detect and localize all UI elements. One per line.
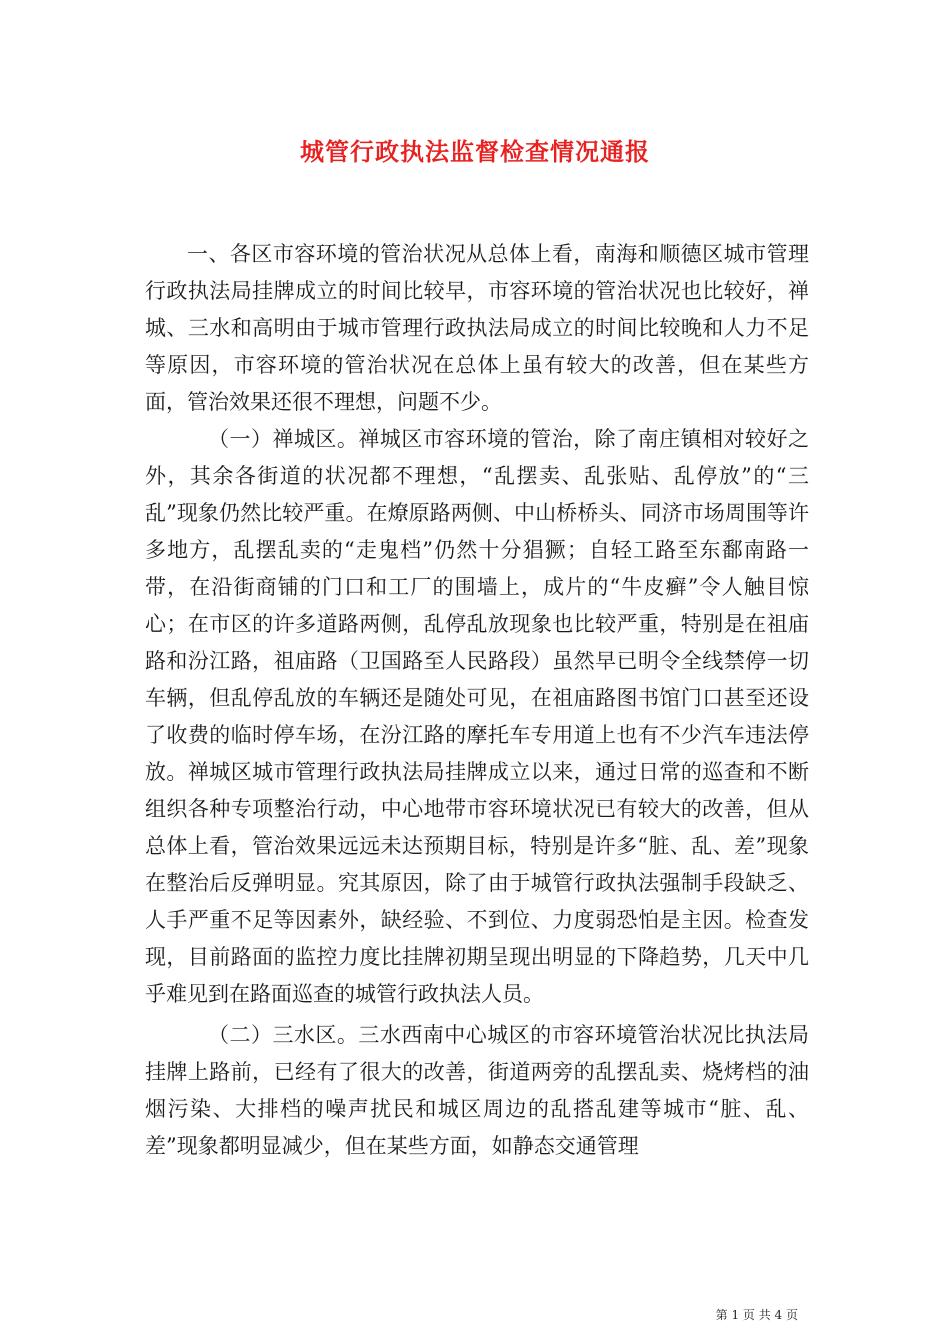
paragraph-sanshui: （二）三水区。三水西南中心城区的市容环境管治状况比执法局挂牌上路前，已经有了很大的改善，街道两旁的乱摆乱卖、烧烤档的油烟污染、大排档的噪声扰民和城区周边的乱搭乱建等城市“脏、乱、差”现象都明显减少，但在某些方面，如静态交通管理 xyxy=(145,1023,809,1158)
paragraph-overview: 一、各区市容环境的管治状况从总体上看，南海和顺德区城市管理行政执法局挂牌成立的时间比较早，市容环境的管治状况也比较好，禅城、三水和高明由于城市管理行政执法局成立的时间比较晚和人力不足等原因，市容环境的管治状况在总体上虽有较大的改善，但在某些方面，管治效果还很不理想，问题不少。 xyxy=(145,242,809,414)
paragraph-chancheng: （一）禅城区。禅城区市容环境的管治，除了南庄镇相对较好之外，其余各街道的状况都不理想，“乱摆卖、乱张贴、乱停放”的“三乱”现象仍然比较严重。在燎原路两侧、中山桥桥头、同济市场周围等许多地方，乱摆乱卖的“走鬼档”仍然十分猖獗；自轻工路至东鄱南路一带，在沿街商铺的门口和工厂的围墙上，成片的“牛皮癣”令人触目惊心；在市区的许多道路两侧，乱停乱放现象也比较严重，特别是在祖庙路和汾江路，祖庙路（卫国路至人民路段）虽然早已明令全线禁停一切车辆，但乱停乱放的车辆还是随处可见，在祖庙路图书馆门口甚至还设了收费的临时停车场，在汾江路的摩托车专用道上也有不少汽车违法停放。禅城区城市管理行政执法局挂牌成立以来，通过日常的巡查和不断组织各种专项整治行动，中心地带市容环境状况已有较大的改善，但从总体上看，管治效果远远未达预期目标，特别是许多“脏、乱、差”现象在整治后反弹明显。究其原因，除了由于城管行政执法强制手段缺乏、人手严重不足等因素外，缺经验、不到位、力度弱恐怕是主因。检查发现，目前路面的监控力度比挂牌初期呈现出明显的下降趋势，几天中几乎难见到在路面巡查的城管行政执法人员。 xyxy=(145,427,809,1006)
document-title: 城管行政执法监督检查情况通报 xyxy=(300,137,650,166)
document-body xyxy=(145,236,809,1165)
page-number-footer: 第 1 页 共 4 页 xyxy=(715,1308,798,1322)
